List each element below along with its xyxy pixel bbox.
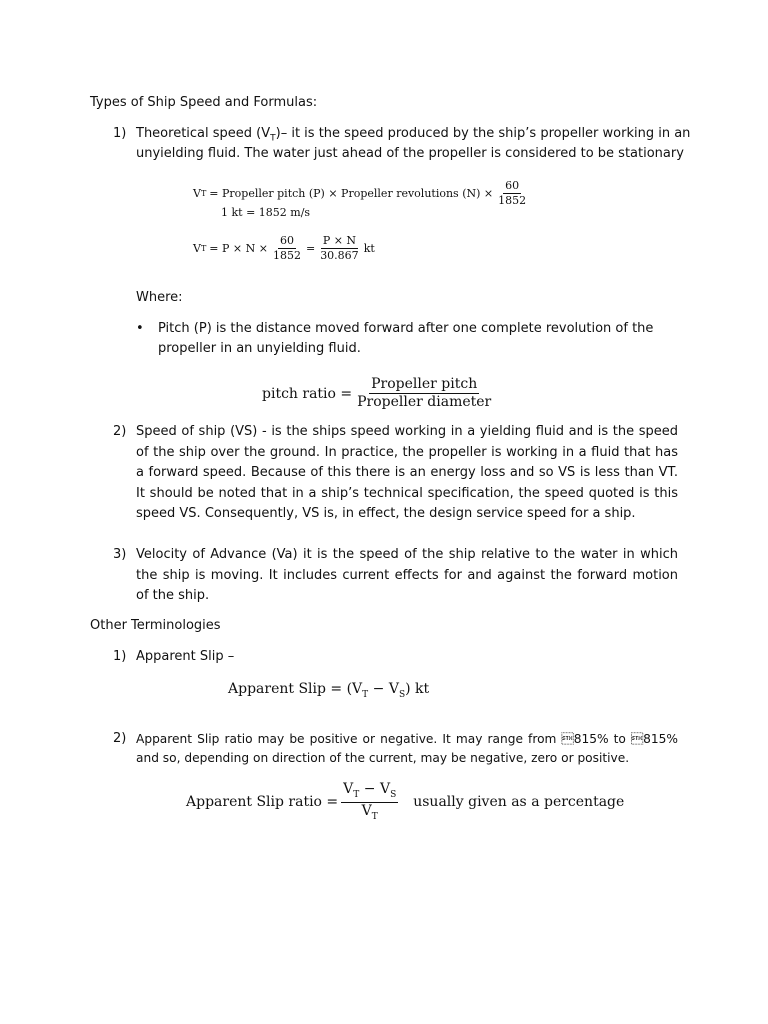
formula-kt-conversion: 1 kt = 1852 m/s (221, 206, 311, 219)
other-2-text: Apparent Slip ratio may be positive or negative. It may range from 815% to 815% and so, depending on direction of the current, may be negative, zero or positive. (136, 732, 678, 765)
bullet-line-2: propeller in an unyielding fluid. (158, 341, 361, 356)
formula-theoretical-speed: V T = Propeller pitch (P) × Propeller revolutions (N) × $\frac{60}{1852}$ (193, 179, 527, 208)
item-3-number: 3) (113, 547, 127, 562)
formula-apparent-slip-ratio: Apparent Slip ratio = $\frac{V_T - V_S}{V_T}$ usually given as a percentage (186, 781, 625, 822)
item-1-number: 1) (113, 126, 127, 141)
where-label: Where: (136, 290, 183, 305)
item-2-text: Speed of ship (VS) - is the ships speed working in a yielding fluid and is the speed of the ship over the ground. In practice, the propeller is working in a fluid that has a forward speed. Because of this there is an energy loss and so VS is less than VT. It should be noted that in a ship’s technical specification, the speed quoted is this speed VS. Consequently, VS is, in effect, the design service speed for a ship. (136, 424, 678, 521)
item-1-line-2: unyielding fluid. The water just ahead of the propeller is considered to be stationary (136, 146, 684, 161)
item-3-text: Velocity of Advance (Va) it is the speed of the ship relative to the water in which the ship is moving. It includes current effects for and against the forward motion of the ship. (136, 547, 678, 603)
other-2-number: 2) (113, 731, 127, 746)
item-1-line-1: Theoretical speed $(V_T)-$ it is the speed produced by the ship’s propeller working in an (136, 126, 691, 144)
page-heading: Types of Ship Speed and Formulas: (90, 95, 318, 110)
bullet-line-1: Pitch (P) is the distance moved forward after one complete revolution of the (158, 321, 654, 336)
formula-apparent-slip: Apparent Slip = $(V_T - V_S)$ kt (228, 681, 430, 700)
formula-theoretical-speed-simplified: V T = P × N × $\frac{60}{1852}$ = $\frac{P \times N}{30.867}$ kt (193, 234, 375, 263)
other-terminologies-heading: Other Terminologies (90, 618, 221, 633)
item-2-number: 2) (113, 424, 127, 439)
other-1-number: 1) (113, 649, 127, 664)
other-1-text: Apparent Slip – (136, 649, 235, 664)
bullet-dot: • (136, 321, 144, 336)
formula-pitch-ratio: pitch ratio = $\frac{\text{Propeller pitch}}{\text{Propeller diameter}}$ (262, 376, 492, 411)
